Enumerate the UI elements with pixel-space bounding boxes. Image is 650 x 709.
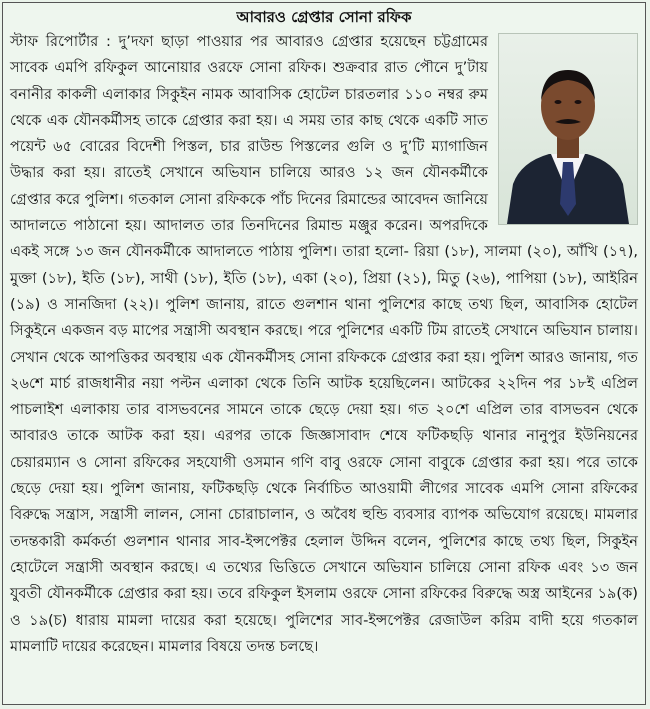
article-body: স্টাফ রিপোর্টার : দু’দফা ছাড়া পাওয়ার পর আবারও গ্রেপ্তার হয়েছেন চট্টগ্রামের সাবেক এমপি রফিকুল আনোয়ার ওরফে সোনা রফিক। শুক্রবার রাত পৌনে দু’টায় বনানীর কাকলী এলাকার সিকুইন নামক আবাসিক হোটেল চারতলার ১১০ নম্বর রুম থেকে এক যৌনকর্মীসহ তাকে গ্রেপ্তার করা হয়। এ সময় তার কাছ থেকে একটি সাত পয়েন্ট ৬৫ বোরের বিদেশী পিস্তল, চার রাউন্ড পিস্তলের গুলি ও দু’টি ম্যাগাজিন উদ্ধার করা হয়। রাতেই সেখানে অভিযান চালিয়ে আরও ১২ জন যৌনকর্মীকে গ্রেপ্তার করে পুলিশ। গতকাল সোনা রফিককে পাঁচ দিনের রিমান্ডের আবেদন জানিয়ে আদালতে পাঠানো হয়। আদালত তার তিনদিনের রিমান্ড মঞ্জুর করেন। অপরদিকে একই সঙ্গে ১৩ জন যৌনকর্মীকে আদালতে পাঠায় পুলিশ। তারা হলো- রিয়া (১৮), সালমা (২০), আঁখি (১৭), মুক্তা (১৮), ইতি (১৮), সাথী (১৮), ইতি (১৮), একা (২০), প্রিয়া (২১), মিতু (২৬), পাপিয়া (১৮), আইরিন (১৯) ও সানজিদা (২২)। পুলিশ জানায়, রাতে গুলশান থানা পুলিশের কাছে তথ্য ছিল, আবাসিক হোটেল সিকুইনে একজন বড় মাপের সন্ত্রাসী অবস্থান করছে। পরে পুলিশের একটি টিম রাতেই সেখানে অভিযান চালায়। সেখান থেকে আপত্তিকর অবস্থায় এক যৌনকর্মীসহ সোনা রফিককে গ্রেপ্তার করা হয়। পুলিশ আরও জানায়, গত ২৬শে মার্চ রাজধানীর নয়া পল্টন এলাকা থেকে তিনি আটক হয়েছিলেন। আটকের ২২দিন পর ১৮ই এপ্রিল পাচলাইশ এলাকায় তার বাসভবনের সামনে তাকে ছেড়ে দেয়া হয়। গত ২০শে এপ্রিল তার বাসভবন থেকে আবারও তাকে আটক করা হয়। এরপর তাকে জিজ্ঞাসাবাদ শেষে ফটিকছড়ি থানার নানুপুর ইউনিয়নের চেয়ারম্যান ও সোনা রফিকের সহযোগী ওসমান গণি বাবু ওরফে সোনা বাবুকে গ্রেপ্তার করা হয়। পরে তাকে ছেড়ে দেয়া হয়। পুলিশ জানায়, ফটিকছড়ি থেকে নির্বাচিত আওয়ামী লীগের সাবেক এমপি সোনা রফিকের বিরুদ্ধে সন্ত্রাস, সন্ত্রাসী লালন, সোনা চোরাচালান, ও অবৈধ হুন্ডি ব্যবসার ব্যাপক অভিযোগ রয়েছে। মামলার তদন্তকারী কর্মকর্তা গুলশান থানার সাব-ইন্সপেক্টর হেলাল উদ্দিন বলেন, পুলিশের কাছে তথ্য ছিল, সিকুইন হোটেলে সন্ত্রাসী অবস্থান করছে। এ তথ্যের ভিত্তিতে সেখানে অভিযান চালিয়ে সোনা রফিক এবং ১৩ জন যুবতী যৌনকর্মীকে গ্রেপ্তার করা হয়। তবে রফিকুল ইসলাম ওরফে সোনা রফিকের বিরুদ্ধে অস্ত্র আইনের ১৯(ক) ও ১৯(চ) ধারায় মামলা দায়ের করা হয়েছে। পুলিশের সাব-ইন্সপেক্টর রেজাউল করিম বাদী হয়ে গতকাল মামলাটি দায়ের করেছেন। মামলার বিষয়ে তদন্ত চলছে। (10, 33, 639, 655)
portrait-photo-icon (499, 34, 637, 224)
news-article (2, 2, 646, 705)
article-headline: আবারও গ্রেপ্তার সোনা রফিক (236, 8, 412, 26)
eye-shape (575, 100, 582, 104)
eye-shape (555, 100, 562, 104)
portrait-photo (498, 33, 638, 225)
